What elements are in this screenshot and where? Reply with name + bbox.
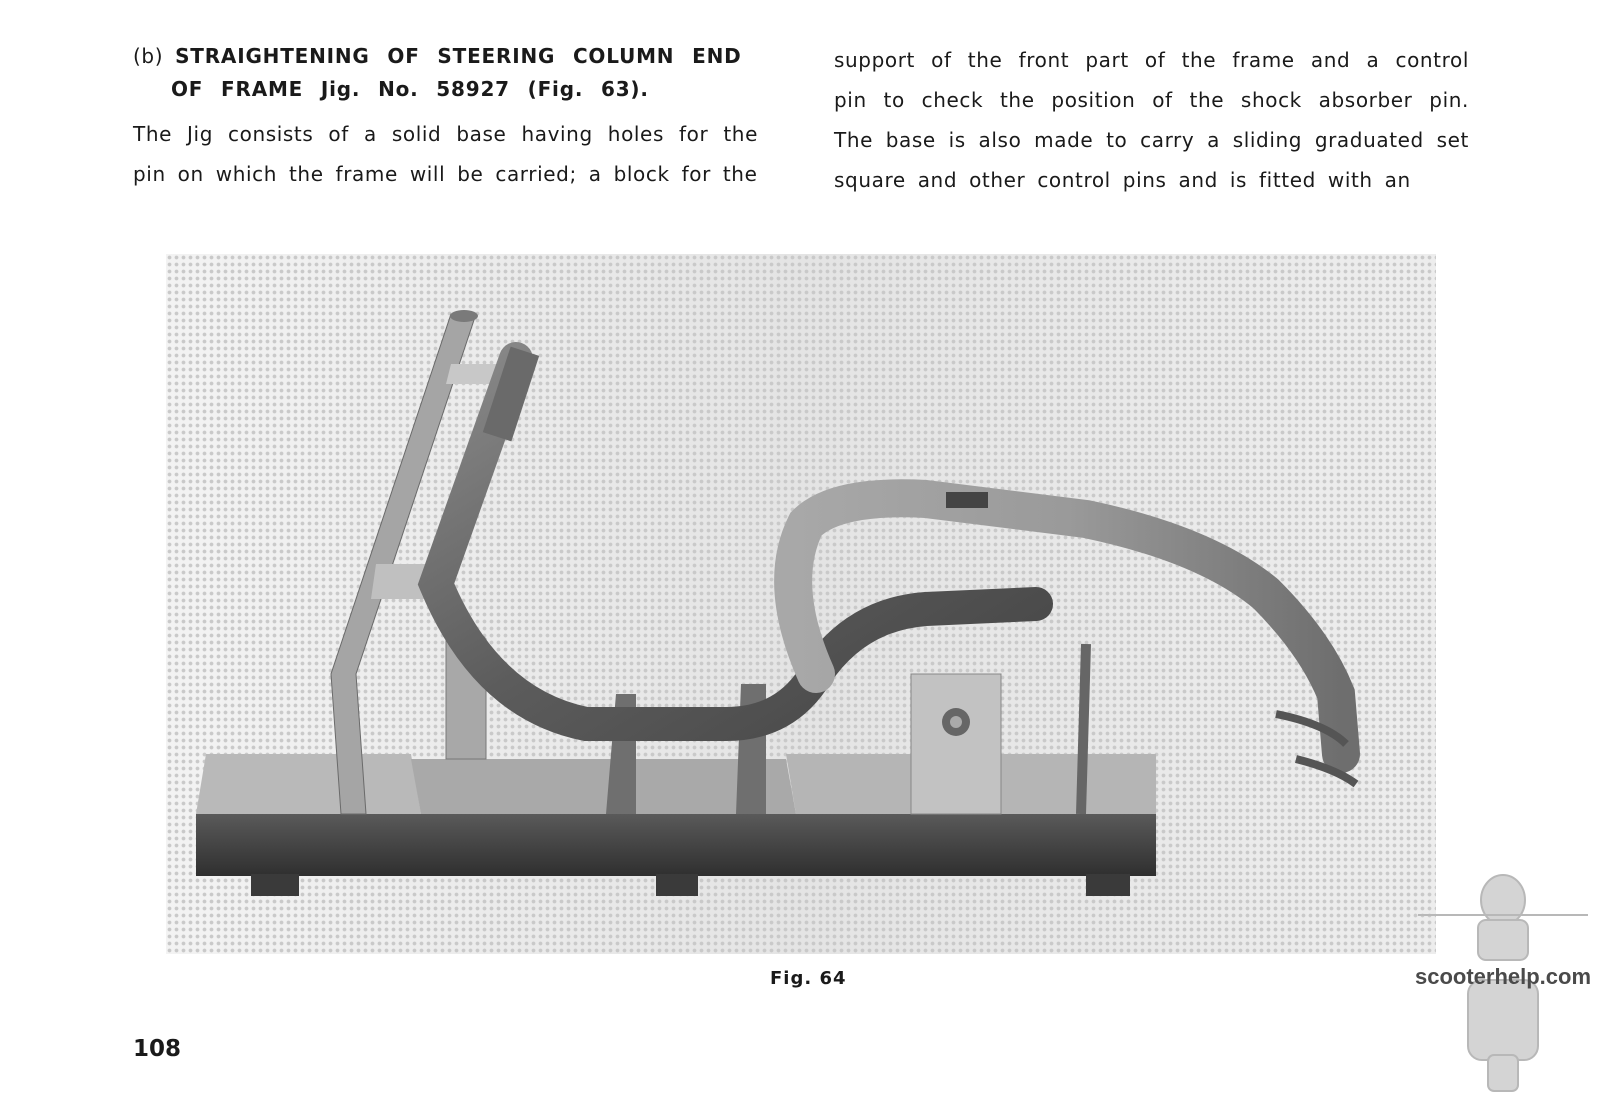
heading-lead: (b) [133,44,164,68]
frame-jig-illustration [166,254,1436,954]
figure-caption: Fig. 64 [770,968,847,989]
frame-jig-photo [166,254,1436,954]
jig-foot [251,874,299,896]
rear-stay [1081,644,1086,814]
watermark-text: scooterhelp.com [1414,964,1592,989]
frame-spine-tube [436,359,1036,724]
text-column-left [133,40,758,194]
rear-support-block [911,674,1001,814]
jig-foot [656,874,698,896]
jig-base-beam [196,814,1156,876]
paragraph-right: support of the front part of the frame and a control pin to check the position of the shock absorber pin. The base is also made to carry a sliding graduated set square and other control pins and is fitted with an [834,48,1469,192]
cowl-slot [946,492,988,508]
text-column-right [834,40,1469,200]
paragraph-left: The Jig consists of a solid base having holes for the pin on which the frame will be carried; a block for the [133,122,758,186]
jig-top-plate [196,754,421,814]
jig-foot [1086,874,1130,896]
pole-top [450,310,478,322]
page-number: 108 [133,1036,182,1062]
support-pin-center [950,716,962,728]
heading-text: STRAIGHTENING OF STEERING COLUMN END OF FRAME Jig. No. 58927 (Fig. 63). [171,44,742,101]
section-heading [133,40,758,106]
